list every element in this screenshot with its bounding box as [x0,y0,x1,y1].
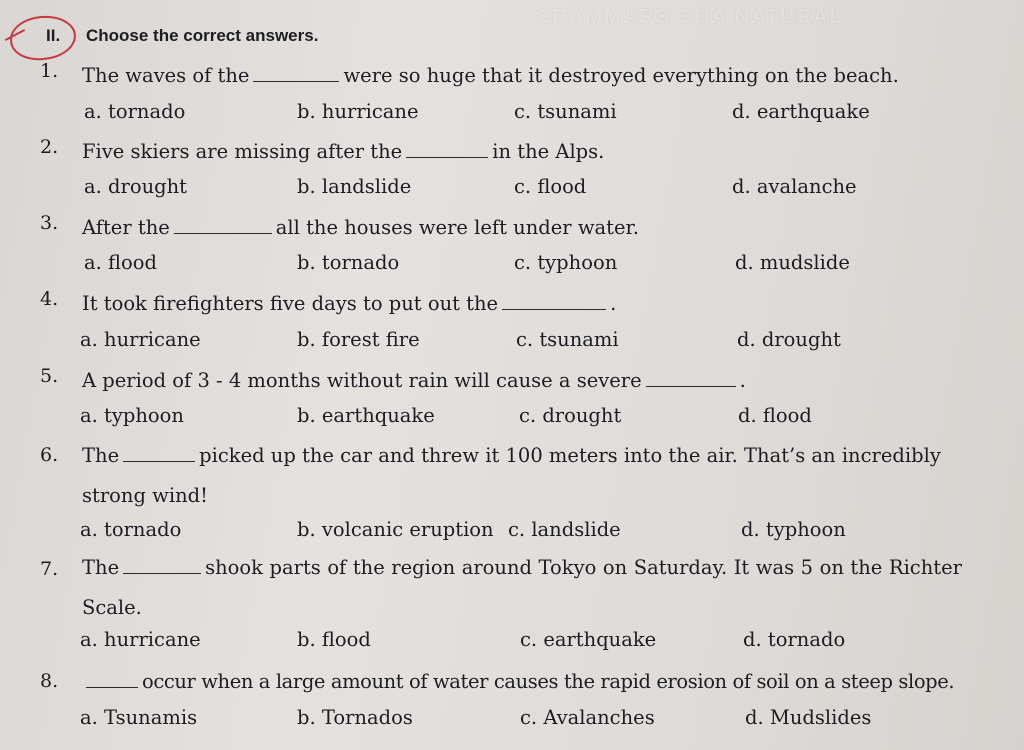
options-8 [0,706,1024,736]
option-c: c. tsunami [514,100,617,123]
answer-blank [646,372,736,387]
question-text [82,548,962,628]
question-text [82,363,967,399]
section-instruction: Choose the correct answers. [86,26,319,45]
question-number: 2. [40,136,59,158]
option-a: a. tornado [80,518,182,541]
option-c: c. landslide [508,518,621,541]
answer-blank [123,447,195,462]
option-c: c. Avalanches [520,706,655,729]
option-d: d. tornado [743,628,846,651]
question-text [82,436,967,516]
question-text-after: all the houses were left under water. [275,216,639,239]
question-text-before: It took firefighters five days to put out the [82,292,499,315]
option-c: c. drought [519,404,622,427]
options-2 [0,175,1024,205]
option-a: a. flood [84,251,157,274]
question-text-after: occur when a large amount of water causes the rapid erosion of soil on a steep slope. [142,670,955,693]
answer-blank [502,295,606,310]
answer-blank [406,143,488,158]
question-text-before: Five skiers are missing after the [82,140,403,163]
option-c: c. typhoon [514,251,618,274]
option-b: b. hurricane [297,100,419,123]
answer-blank [86,673,138,688]
question-text [82,286,967,322]
question-text-before: A period of 3 - 4 months without rain will cause a severe [82,369,642,392]
option-d: d. typhoon [741,518,846,541]
question-text-after: were so huge that it destroyed everything on the beach. [343,64,899,87]
options-3 [0,251,1024,281]
question-number: 4. [40,288,59,310]
answer-blank [123,559,201,574]
options-5 [0,404,1024,434]
option-d: d. earthquake [732,100,870,123]
option-d: d. avalanche [732,175,857,198]
section-number: II. [46,26,61,45]
question-text-after: shook parts of the region around Tokyo on Saturday. It was 5 on the Richter Scale. [82,556,962,619]
option-a: a. Tsunamis [80,706,198,729]
question-text-before: The [82,556,120,579]
question-text-after: . [739,369,746,392]
option-b: b. tornado [297,251,400,274]
option-b: b. forest fire [297,328,420,351]
option-a: a. hurricane [80,628,201,651]
option-d: d. flood [738,404,812,427]
option-d: d. drought [737,328,841,351]
option-d: d. mudslide [735,251,850,274]
question-number: 5. [40,365,59,387]
option-c: c. earthquake [520,628,657,651]
option-b: b. landslide [297,175,412,198]
faded-watermark: GRAMMARS CHA NATURAL [535,6,844,28]
question-text-before: The [82,444,120,467]
options-1 [0,100,1024,130]
option-d: d. Mudslides [745,706,872,729]
question-number: 7. [40,558,59,580]
question-text-after: in the Alps. [492,140,605,163]
question-text-before: The waves of the [82,64,250,87]
question-number: 8. [40,670,59,692]
option-c: c. flood [514,175,587,198]
question-text-after: picked up the car and threw it 100 meters into the air. That’s an incredibly strong wind! [82,444,941,507]
option-b: b. earthquake [297,404,435,427]
option-a: a. typhoon [80,404,184,427]
options-6 [0,518,1024,548]
answer-blank [253,67,339,82]
question-number: 3. [40,212,59,234]
option-b: b. Tornados [297,706,413,729]
option-a: a. tornado [84,100,186,123]
option-a: a. drought [84,175,188,198]
options-4 [0,328,1024,358]
option-b: b. volcanic eruption [297,518,494,541]
question-text [86,664,971,700]
question-text [82,58,967,94]
red-circle-annotation [9,14,78,62]
options-7 [0,628,1024,658]
question-number: 1. [40,60,59,82]
question-text [82,134,967,170]
question-text [82,210,967,246]
answer-blank [174,219,272,234]
question-text-before: After the [82,216,170,239]
option-a: a. hurricane [80,328,201,351]
option-c: c. tsunami [516,328,619,351]
question-number: 6. [40,444,59,466]
question-text-after: . [610,292,617,315]
option-b: b. flood [297,628,371,651]
